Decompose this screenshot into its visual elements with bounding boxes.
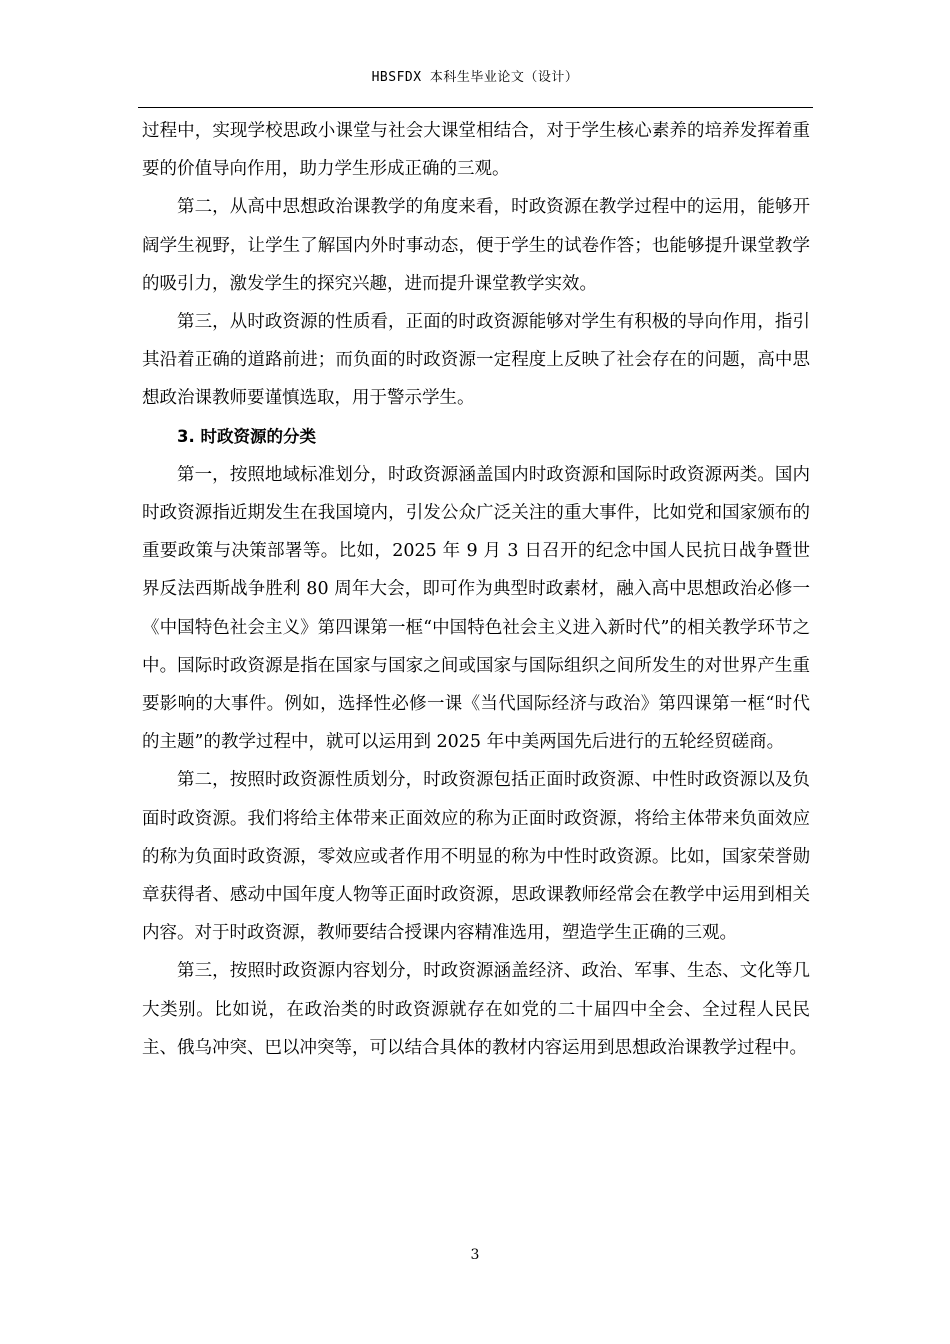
page-number: 3 bbox=[470, 1247, 480, 1263]
paragraph: 第二，按照时政资源性质划分，时政资源包括正面时政资源、中性时政资源以及负面时政资源。我们将给主体带来正面效应的称为正面时政资源，将给主体带来负面效应的称为负面时政资源，零效应或者作用不明显的称为中性时政资源。比如，国家荣誉勋章获得者、感动中国年度人物等正面时政资源，思政课教师经常会在教学中运用到相关内容。对于时政资源，教师要结合授课内容精准选用，塑造学生正确的三观。 bbox=[142, 770, 810, 944]
section-heading: 3. 时政资源的分类 bbox=[177, 426, 316, 446]
page-body bbox=[142, 112, 810, 1067]
header-divider bbox=[138, 107, 813, 108]
paragraph: 第二，从高中思想政治课教学的角度来看，时政资源在教学过程中的运用，能够开阔学生视野，让学生了解国内外时事动态，便于学生的试卷作答；也能够提升课堂教学的吸引力，激发学生的探究兴趣，进而提升课堂教学实效。 bbox=[142, 197, 810, 294]
paragraph: 第一，按照地域标准划分，时政资源涵盖国内时政资源和国际时政资源两类。国内时政资源指近期发生在我国境内，引发公众广泛关注的重大事件，比如党和国家颁布的重要政策与决策部署等。比如，2025 年 9 月 3 日召开的纪念中国人民抗日战争暨世界反法西斯战争胜利 80 周年大会，即可作为典型时政素材，融入高中思想政治必修一《中国特色社会主义》第四课第一框“中国特色社会主义进入新时代”的相关教学环节之中。国际时政资源是指在国家与国家之间或国家与国际组织之间所发生的对世界产生重要影响的大事件。例如，选择性必修一课《当代国际经济与政治》第四课第一框“时代的主题”的教学过程中，就可以运用到 2025 年中美两国先后进行的五轮经贸磋商。 bbox=[142, 464, 810, 753]
paragraph: 第三，从时政资源的性质看，正面的时政资源能够对学生有积极的导向作用，指引其沿着正确的道路前进；而负面的时政资源一定程度上反映了社会存在的问题，高中思想政治课教师要谨慎选取，用于警示学生。 bbox=[142, 312, 810, 409]
paragraph-continued: 过程中，实现学校思政小课堂与社会大课堂相结合，对于学生核心素养的培养发挥着重要的价值导向作用，助力学生形成正确的三观。 bbox=[142, 121, 810, 180]
running-header: HBSFDX 本科生毕业论文（设计） bbox=[371, 70, 579, 85]
paragraph: 第三，按照时政资源内容划分，时政资源涵盖经济、政治、军事、生态、文化等几大类别。比如说，在政治类的时政资源就存在如党的二十届四中全会、全过程人民民主、俄乌冲突、巴以冲突等，可以结合具体的教材内容运用到思想政治课教学过程中。 bbox=[142, 961, 810, 1058]
